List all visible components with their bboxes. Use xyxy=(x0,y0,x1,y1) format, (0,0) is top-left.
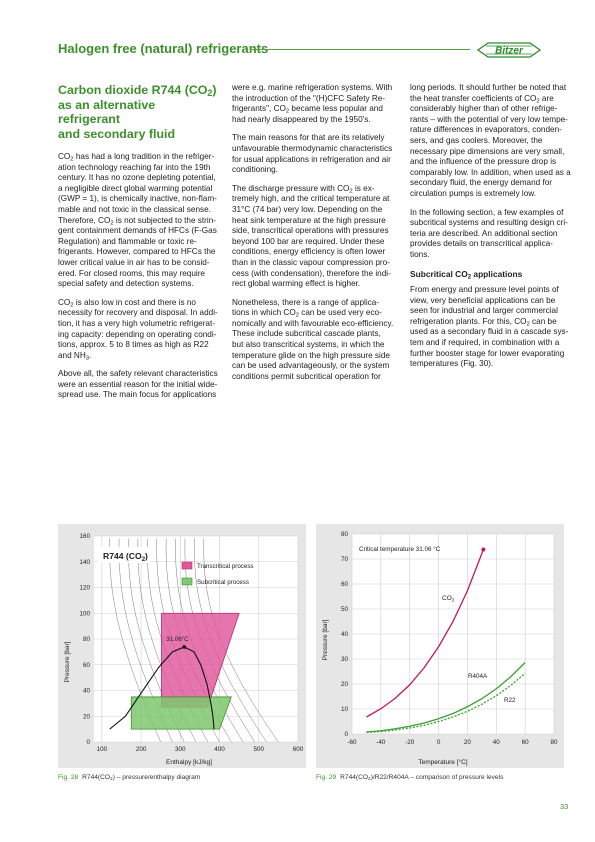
column-3 xyxy=(410,83,572,378)
subcritical-process-area xyxy=(131,697,231,729)
y-tick-label: 20 xyxy=(82,713,90,721)
x-tick-label: 600 xyxy=(292,746,304,753)
critical-point xyxy=(182,645,186,649)
y-tick-label: 10 xyxy=(340,706,348,714)
y-tick-label: 30 xyxy=(340,656,348,664)
x-tick-label: 40 xyxy=(492,739,500,746)
y-tick-label: 20 xyxy=(340,681,348,689)
article-heading: Carbon dioxide R744 $(CO_2)$ as an alternative refrigerant and secondary fluid xyxy=(58,83,217,141)
paragraph: From energy and pressure level points of view, very beneficial applications can be seen for industrial and larger commercial refrigeration plants. For this, $CO_2$ can be used as a secondary fluid in a cascade sys-tem and if required, in combination with a further booster stage for lower evaporating temperatures (Fig. 30). xyxy=(410,285,569,369)
paragraph: Above all, the safety relevant characteristics were an essential reason for the initial wide-spread use. The main focus for applications xyxy=(58,369,218,400)
series-label-r22: R22 xyxy=(504,697,516,704)
paragraph: In the following section, a few examples of subcritical systems and resulting design cri-teria are described. An additional section provides details on transcritical applica-tions. xyxy=(410,207,568,259)
ph-diagram xyxy=(58,524,306,768)
x-tick-label: 100 xyxy=(96,746,108,753)
x-tick-label: 200 xyxy=(135,746,147,753)
y-tick-label: 0 xyxy=(86,739,90,747)
y-axis-label: Pressure [bar] xyxy=(64,641,71,683)
page-number: 33 xyxy=(560,802,569,811)
legend-label-transcritical: Transcritical process xyxy=(197,563,254,570)
y-tick-label: 140 xyxy=(79,558,90,566)
figure-28-caption: Fig. 28 $R744(CO_2)$ – pressure/enthalpy diagram xyxy=(58,774,201,783)
figure-29-caption: Fig. 29 $R744(CO_2)/R22/R404A$ – comparison of pressure levels xyxy=(316,774,504,783)
paragraph: The discharge pressure with $CO_2$ is ex-tremely high, and the critical temperature at 31°C (74 bar) very low. Depending on the heat sink temperature at the high pressure side, transcritical operations with pressures beyond 100 bar are required. Under these conditions, energy efficiency is often lower than in the classic vapour compression pro-cess (with condensation), therefore the indi-rect global warming effect is higher. xyxy=(232,183,391,289)
y-tick-label: 120 xyxy=(79,584,90,592)
x-tick-label: 80 xyxy=(550,739,558,746)
logo-text: Bitzer xyxy=(495,45,523,57)
x-tick-label: -40 xyxy=(376,739,386,746)
y-tick-label: 40 xyxy=(82,687,90,695)
y-tick-label: 80 xyxy=(340,531,348,539)
paragraph: The main reasons for that are its relatively unfavourable thermodynamic characteristics for usual applications in refrigeration and air conditioning. xyxy=(232,133,393,175)
bitzer-logo xyxy=(476,36,542,64)
paragraph: long periods. It should further be noted that the heat transfer coefficients of $CO_2$ are considerably higher than of other refrige-rants – with the potential of very low tempe-rature differences in evaporators, conden-sers, and gas coolers. Moreover, the necessary pipe dimensions are very small, and the influence of the pressure drop is comparably low. In addition, when used as a secondary fluid, the energy demand for circulation pumps is extremely low. xyxy=(410,83,571,198)
x-tick-label: 400 xyxy=(214,746,225,753)
x-axis-label: Temperature [°C] xyxy=(418,759,468,766)
legend-swatch-subcritical xyxy=(182,578,192,585)
paragraph: $CO_2$ is also low in cost and there is no necessity for recovery and disposal. In addi-tion, it has a very high volumetric refrigerat-ing capacity: depending on operating condi-tions, approx. 5 to 8 times as high as R22 and $NH_3$. xyxy=(58,297,218,362)
subheading: Subcritical $CO_2$ applications xyxy=(410,268,523,280)
y-tick-label: 70 xyxy=(340,556,348,564)
x-axis-label: Enthalpy [kJ/kg] xyxy=(166,759,212,766)
y-tick-label: 40 xyxy=(340,631,348,639)
x-tick-label: -60 xyxy=(347,739,357,746)
y-tick-label: 100 xyxy=(79,610,90,618)
y-tick-label: 0 xyxy=(344,731,348,739)
y-tick-label: 160 xyxy=(79,533,90,541)
paragraph: Nonetheless, there is a range of applica-tions in which $CO_2$ can be used very eco-nomically and with favourable eco-efficiency. These include subcritical cascade plants, but also transcritical systems, in which the temperature glide on the high pressure side can be used advantageously, or the system conditions permit subcritical operation for xyxy=(232,297,394,381)
critical-annotation: Critical temperature 31.06 °C xyxy=(359,546,441,553)
x-tick-label: 0 xyxy=(436,739,441,746)
y-axis-label: Pressure [bar] xyxy=(322,619,329,661)
paragraph: $CO_2$ has had a long tradition in the refriger-ation technology reaching far into the 19th century. It has no ozone depleting potential, a negligible direct global warming potential (GWP = 1), is chemically inactive, non-flam-mable and not toxic in the classical sense. Therefore, $CO_2$ is not subjected to the strin-gent containment demands of HFCs (F-Gas Regulation) and flammable or toxic re-frigerants. However, compared to HFCs the lower critical value in air has to be consid-ered. For closed rooms, this may require special safety and detection systems. xyxy=(58,152,217,289)
paragraph: were e.g. marine refrigeration systems. With the introduction of the "(H)CFC Safety Re-frigerants", $CO_2$ became less popular and had nearly disappeared by the 1950's. xyxy=(232,83,393,124)
pressure-temperature-chart xyxy=(316,524,564,768)
legend-swatch-transcritical xyxy=(182,562,192,569)
y-tick-label: 60 xyxy=(340,581,348,589)
legend-label-subcritical: Subcritical process xyxy=(197,579,249,586)
x-tick-label: 20 xyxy=(463,739,471,746)
critical-point-marker xyxy=(481,548,485,552)
x-tick-label: 60 xyxy=(521,739,529,746)
y-tick-label: 80 xyxy=(82,636,90,644)
critical-point-label: 31.06°C xyxy=(166,635,189,643)
series-label-r404a: R404A xyxy=(468,673,488,680)
figure-29-panel xyxy=(316,524,564,768)
x-tick-label: -20 xyxy=(405,739,415,746)
series-label-co2: $CO_2$ xyxy=(442,595,455,603)
x-tick-label: 500 xyxy=(253,746,265,753)
y-tick-label: 60 xyxy=(82,661,90,669)
column-1 xyxy=(58,83,220,409)
section-title: Halogen free (natural) refrigerants xyxy=(58,41,269,56)
y-tick-label: 50 xyxy=(340,606,348,614)
header-rule xyxy=(250,49,470,50)
x-tick-label: 300 xyxy=(175,746,186,753)
column-2 xyxy=(232,83,394,390)
figure-28-panel xyxy=(58,524,306,768)
chart-title: R744 $(CO_2)$ xyxy=(103,551,148,563)
